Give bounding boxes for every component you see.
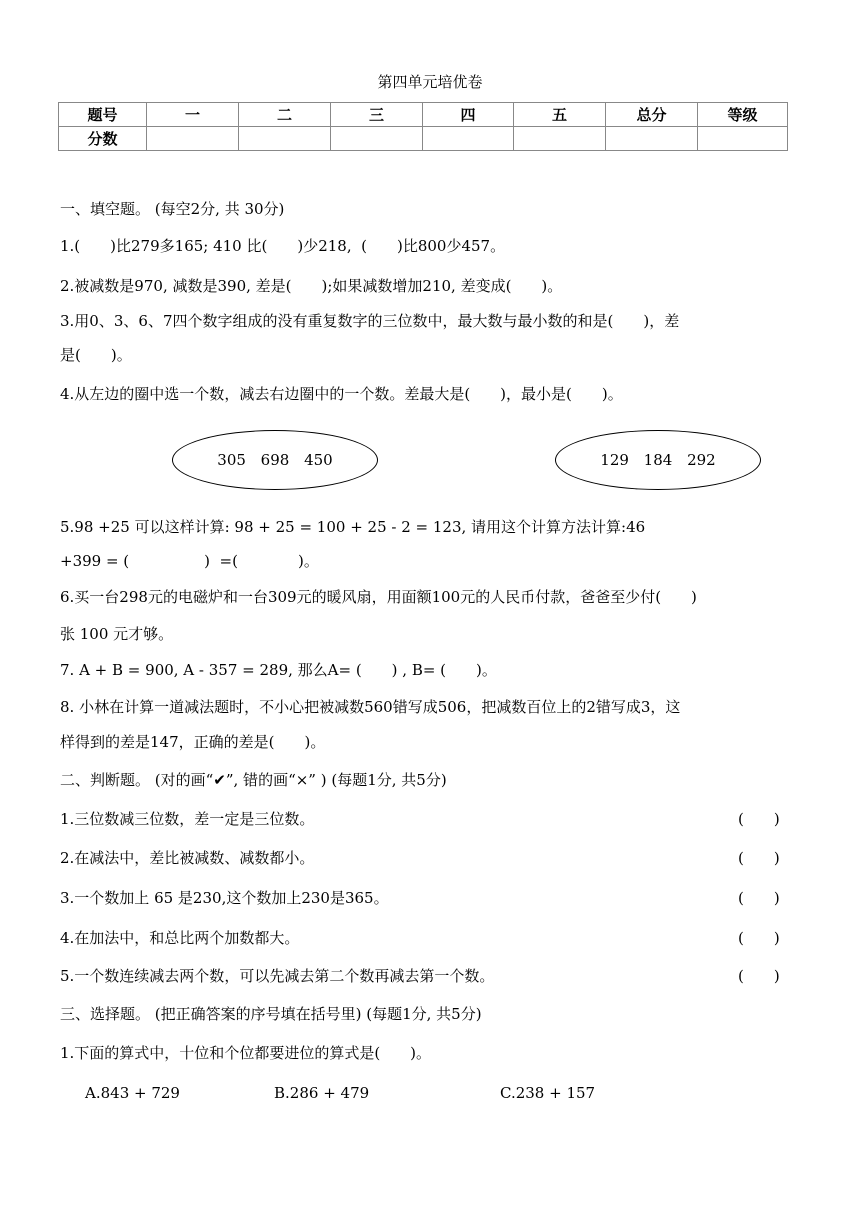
row-label: 分数: [59, 127, 147, 151]
section1-heading: 一、填空题。 (每空2分, 共 30分): [60, 200, 285, 218]
score-table: [58, 102, 788, 151]
score-table-header-row: [59, 103, 788, 127]
question-1-2: 2.被减数是970, 减数是390, 差是( );如果减数增加210, 差变成( )。: [60, 277, 563, 295]
question-1-5-line1: 5.98 +25 可以这样计算: 98 + 25 = 100 + 25 - 2 = 123, 请用这个计算方法计算:46: [60, 518, 646, 536]
question-1-3-line2: 是( )。: [60, 346, 132, 364]
header-cell: 等级: [698, 103, 788, 127]
page-title: 第四单元培优卷: [377, 73, 483, 91]
score-cell[interactable]: [239, 127, 331, 151]
score-cell[interactable]: [514, 127, 606, 151]
section2-heading: 二、判断题。 (对的画“✔”, 错的画“×” ) (每题1分, 共5分): [60, 771, 447, 789]
question-1-6-line1: 6.买一台298元的电磁炉和一台309元的暖风扇，用面额100元的人民币付款，爸爸至少付( ): [60, 588, 697, 606]
answer-parenthesis[interactable]: ( ): [738, 889, 780, 907]
left-circle-numbers: 305 698 450: [217, 451, 333, 469]
judge-item-2: 2.在减法中，差比被减数、减数都小。: [60, 849, 315, 867]
choice-question-1: 1.下面的算式中，十位和个位都要进位的算式是( )。: [60, 1044, 432, 1062]
right-circle-numbers: 129 184 292: [600, 451, 716, 469]
option-b[interactable]: B.286 + 479: [274, 1084, 370, 1102]
answer-parenthesis[interactable]: ( ): [738, 849, 780, 867]
right-number-circle: [555, 430, 761, 490]
option-a[interactable]: A.843 + 729: [85, 1084, 180, 1102]
answer-parenthesis[interactable]: ( ): [738, 929, 780, 947]
question-1-8-line1: 8. 小林在计算一道减法题时，不小心把被减数560错写成506，把减数百位上的2错写成3，这: [60, 698, 681, 716]
header-cell: 四: [423, 103, 514, 127]
judge-item-5: 5.一个数连续减去两个数，可以先减去第二个数再减去第一个数。: [60, 967, 495, 985]
question-1-5-line2: +399 = ( ) =( )。: [60, 552, 319, 570]
question-1-7: 7. A + B = 900, A - 357 = 289, 那么A= ( ) , B= ( )。: [60, 661, 497, 679]
header-cell: 二: [239, 103, 331, 127]
header-cell: 五: [514, 103, 606, 127]
judge-item-4: 4.在加法中，和总比两个加数都大。: [60, 929, 300, 947]
question-1-8-line2: 样得到的差是147，正确的差是( )。: [60, 733, 326, 751]
answer-parenthesis[interactable]: ( ): [738, 967, 780, 985]
header-cell: 一: [147, 103, 239, 127]
score-cell[interactable]: [331, 127, 423, 151]
left-number-circle: [172, 430, 378, 490]
answer-parenthesis[interactable]: ( ): [738, 810, 780, 828]
section3-heading: 三、选择题。 (把正确答案的序号填在括号里) (每题1分, 共5分): [60, 1005, 482, 1023]
score-cell[interactable]: [147, 127, 239, 151]
question-1-4: 4.从左边的圈中选一个数，减去右边圈中的一个数。差最大是( )，最小是( )。: [60, 385, 623, 403]
score-cell[interactable]: [423, 127, 514, 151]
score-cell[interactable]: [606, 127, 698, 151]
score-cell[interactable]: [698, 127, 788, 151]
question-1-6-line2: 张 100 元才够。: [60, 625, 174, 643]
header-cell: 总分: [606, 103, 698, 127]
header-cell: 题号: [59, 103, 147, 127]
judge-item-3: 3.一个数加上 65 是230,这个数加上230是365。: [60, 889, 389, 907]
option-c[interactable]: C.238 + 157: [500, 1084, 596, 1102]
question-1-1: 1.( )比279多165; 410 比( )少218, ( )比800少457。: [60, 237, 506, 255]
question-1-3-line1: 3.用0、3、6、7四个数字组成的没有重复数字的三位数中，最大数与最小数的和是( )，差: [60, 312, 680, 330]
score-table-score-row: [59, 127, 788, 151]
judge-item-1: 1.三位数减三位数，差一定是三位数。: [60, 810, 315, 828]
header-cell: 三: [331, 103, 423, 127]
